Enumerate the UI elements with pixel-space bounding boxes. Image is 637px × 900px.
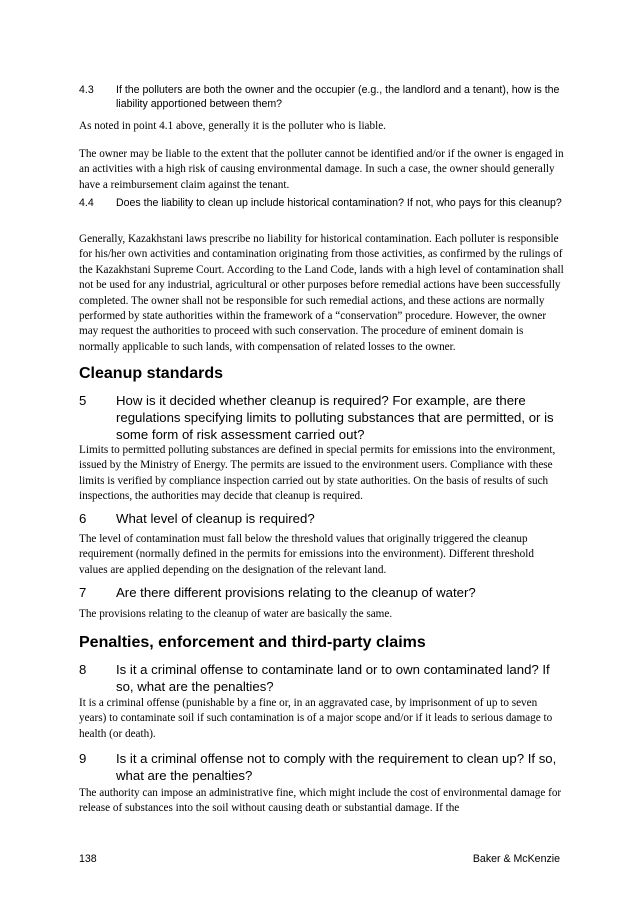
question-number: 4.4 xyxy=(79,197,94,209)
question-text: How is it decided whether cleanup is required? For example, are there regulations specifying limits to polluting substances that are permitted, or is some form of risk assessment carried out? xyxy=(116,393,554,442)
question-number: 9 xyxy=(79,751,87,766)
question-9 xyxy=(79,750,569,784)
question-6 xyxy=(79,510,569,527)
answer-4-4: Generally, Kazakhstani laws prescribe no liability for historical contamination. Each polluter is responsible for his/her own activities and contamination originating from those activities, as confirmed by the rulings of the Kazakhstani Supreme Court. According to the Land Code, lands with a high level of contamination shall not be used for any industrial, agricultural or other purposes before remedial actions have been successfully completed. The owner shall not be responsible for such remedial actions, and these actions are normally performed by state authorities within the framework of a “conservation” procedure. However, the owner may request the authorities to proceed with such conservation. The procedure of eminent domain is normally applicable to such lands, with compensation of related losses to the owner. xyxy=(79,233,564,353)
question-7 xyxy=(79,584,569,601)
answer-4-3-paragraph-1: As noted in point 4.1 above, generally it is the polluter who is liable. xyxy=(79,120,386,132)
question-text: Does the liability to clean up include historical contamination? If not, who pays for this cleanup? xyxy=(116,197,562,209)
answer-9: The authority can impose an administrative fine, which might include the cost of environmental damage for release of substances into the soil without causing death or substantial damage. If the xyxy=(79,787,562,815)
question-5 xyxy=(79,392,569,443)
question-text: If the polluters are both the owner and the occupier (e.g., the landlord and a tenant), how is the liability apportioned between them? xyxy=(116,84,560,110)
question-number: 5 xyxy=(79,393,87,408)
question-text: Are there different provisions relating to the cleanup of water? xyxy=(116,585,476,600)
question-number: 8 xyxy=(79,662,87,677)
answer-6: The level of contamination must fall below the threshold values that originally triggered the cleanup requirement (normally defined in the permits for emissions into the environment). Different threshold values are applied depending on the designation of the relevant land. xyxy=(79,533,534,576)
answer-7: The provisions relating to the cleanup of water are basically the same. xyxy=(79,608,393,620)
answer-5: Limits to permitted polluting substances are defined in special permits for emissions into the environment, issued by the Ministry of Energy. The permits are issued to the environment users. Compliance with these limits is verified by compliance inspection carried out by state authorities. On the basis of results of such inspections, the authorities may decide that cleanup is required. xyxy=(79,444,556,503)
question-text: Is it a criminal offense to contaminate land or to own contaminated land? If so, what are the penalties? xyxy=(116,662,550,694)
footer-page-number: 138 xyxy=(79,853,97,865)
question-text: Is it a criminal offense not to comply with the requirement to clean up? If so, what are the penalties? xyxy=(116,751,557,783)
question-4-4 xyxy=(79,196,569,210)
question-number: 6 xyxy=(79,511,87,526)
question-number: 4.3 xyxy=(79,84,94,96)
question-8 xyxy=(79,661,569,695)
answer-8: It is a criminal offense (punishable by a fine or, in an aggravated case, by imprisonment of up to seven years) to contaminate soil if such contamination is of a major scope and/or if it leads to serious damage to health (or death). xyxy=(79,697,553,740)
section-heading-penalties: Penalties, enforcement and third-party claims xyxy=(79,634,426,651)
question-text: What level of cleanup is required? xyxy=(116,511,315,526)
answer-4-3-paragraph-2: The owner may be liable to the extent that the polluter cannot be identified and/or if the owner is engaged in an activities with a high risk of causing environmental damage. In such a case, the owner should generally have a reimbursement claim against the tenant. xyxy=(79,148,564,191)
question-4-3 xyxy=(79,83,569,111)
section-heading-cleanup-standards: Cleanup standards xyxy=(79,365,224,382)
footer-publisher: Baker & McKenzie xyxy=(472,853,560,865)
question-number: 7 xyxy=(79,585,87,600)
